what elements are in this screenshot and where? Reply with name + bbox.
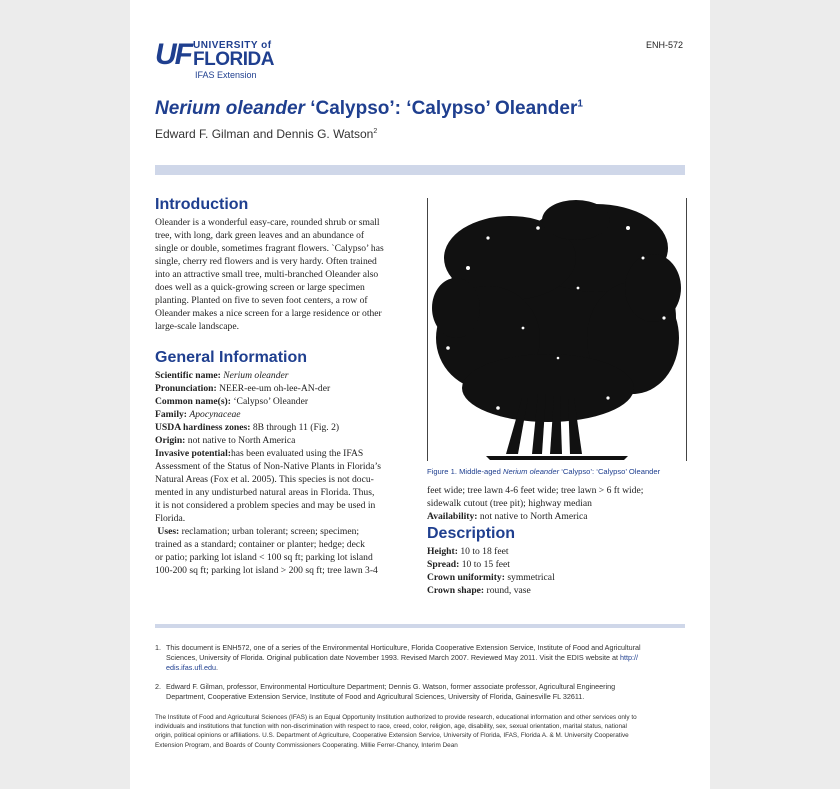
footnote-1-line: This document is ENH572, one of a series of the Environmental Horticulture, Florida Cooperative Extension Service, Institute of Food and Agricultural bbox=[166, 643, 641, 652]
invasive-potential-row: Invasive potential:has been evaluated using the IFAS bbox=[155, 448, 364, 459]
intro-line: single, cherry red flowers and is very hardy. Often trained bbox=[155, 256, 377, 267]
authors-footnote-mark: 2 bbox=[373, 128, 378, 135]
header-divider bbox=[155, 165, 685, 175]
invasive-line: it is not considered a problem species and may be used in bbox=[155, 500, 376, 511]
introduction-paragraph bbox=[155, 216, 417, 333]
height-row: Height: 10 to 18 feet bbox=[427, 546, 509, 557]
footnote-2-line: Department, Cooperative Extension Service, Institute of Food and Agricultural Sciences, University of Florida, Gainesville FL 32611. bbox=[166, 692, 585, 701]
hardiness-zones-row: USDA hardiness zones: 8B through 11 (Fig. 2) bbox=[155, 422, 340, 433]
document-number: ENH-572 bbox=[646, 40, 684, 50]
notice-line: individuals and institutions that function with non-discrimination with respect to race, creed, color, religion, age, disability, sex, sexual orientation, marital status, national bbox=[155, 723, 627, 731]
uses-line: or patio; parking lot island < 100 sq ft; parking lot island bbox=[155, 552, 373, 563]
uses-line: feet wide; tree lawn 4-6 feet wide; tree lawn > 6 ft wide; bbox=[427, 485, 644, 496]
notice-line: Extension Program, and Boards of County Commissioners Cooperating. Millie Ferrer-Chancy, Interim Dean bbox=[155, 741, 458, 749]
crown-uniformity-row: Crown uniformity: symmetrical bbox=[427, 572, 555, 583]
pronunciation-row: Pronunciation: NEER-ee-um oh-lee-AN-der bbox=[155, 383, 331, 394]
intro-line: does well as a quick-growing screen or large specimen bbox=[155, 282, 365, 293]
footnote-1-number: 1. bbox=[155, 643, 161, 652]
uses-line: trained as a standard; container or planter; hedge; deck bbox=[155, 539, 365, 550]
intro-line: Oleander makes a nice screen for a large residence or other bbox=[155, 308, 382, 319]
spread-row: Spread: 10 to 15 feet bbox=[427, 559, 510, 570]
uses-continued bbox=[427, 484, 689, 523]
notice-line: The Institute of Food and Agricultural Sciences (IFAS) is an Equal Opportunity Institution authorized to provide research, educational information and other services only to bbox=[155, 714, 637, 721]
family-row: Family: Apocynaceae bbox=[155, 409, 241, 420]
invasive-line: mented in any undisturbed natural areas in Florida. Thus, bbox=[155, 487, 375, 498]
invasive-line: Natural Areas (Fox et al. 2005). This species is not docu- bbox=[155, 474, 374, 485]
uses-line: sidewalk cutout (tree pit); highway median bbox=[427, 498, 592, 509]
title-scientific-name: Nerium oleander bbox=[155, 98, 305, 119]
title-common-name: ‘Calypso’: ‘Calypso’ Oleander bbox=[304, 98, 578, 119]
footnote-divider bbox=[155, 624, 685, 628]
oleander-tree-illustration bbox=[428, 198, 686, 461]
intro-line: planting. Planted on five to seven foot centers, a row of bbox=[155, 295, 368, 306]
logo-university-of: UNIVERSITY of bbox=[193, 40, 272, 51]
authors-names: Edward F. Gilman and Dennis G. Watson bbox=[155, 127, 374, 141]
general-information-list bbox=[155, 369, 417, 577]
introduction-heading: Introduction bbox=[155, 196, 249, 213]
invasive-line: Assessment of the Status of Non-Native Plants in Florida’s bbox=[155, 461, 381, 472]
common-names-row: Common name(s): ‘Calypso’ Oleander bbox=[155, 396, 309, 407]
authors bbox=[155, 127, 377, 141]
footnote-1-line-2: Sciences, University of Florida. Original publication date November 1993. Revised March 2007. Reviewed May 2011. Visit the EDIS website at http:// bbox=[166, 653, 638, 662]
intro-line: large-scale landscape. bbox=[155, 321, 239, 332]
equal-opportunity-notice bbox=[155, 713, 685, 750]
footnote-2-line: Edward F. Gilman, professor, Environmental Horticulture Department; Dennis G. Watson, former associate professor, Agricultural Engineering bbox=[166, 682, 616, 691]
availability-row: Availability: not native to North America bbox=[427, 511, 588, 522]
intro-line: into an attractive small tree, multi-branched Oleander also bbox=[155, 269, 379, 280]
footnote-2-number: 2. bbox=[155, 682, 161, 691]
figure-1 bbox=[427, 198, 687, 461]
footnote-1 bbox=[155, 643, 685, 673]
description-heading: Description bbox=[427, 525, 516, 542]
scientific-name-row: Scientific name: Nerium oleander bbox=[155, 370, 289, 381]
general-information-heading: General Information bbox=[155, 349, 308, 366]
title-footnote-mark: 1 bbox=[577, 98, 583, 110]
footnote-1-line-3: edis.ifas.ufl.edu. bbox=[166, 663, 218, 672]
crown-shape-row: Crown shape: round, vase bbox=[427, 585, 531, 596]
page-title bbox=[155, 98, 685, 120]
intro-line: Oleander is a wonderful easy-care, rounded shrub or small bbox=[155, 217, 380, 228]
description-list bbox=[427, 545, 689, 597]
logo-uf-monogram: UF bbox=[155, 38, 191, 71]
edis-link[interactable]: http:// bbox=[619, 653, 638, 662]
invasive-line: Florida. bbox=[155, 513, 186, 524]
intro-line: single or double, sometimes fragrant flowers. `Calypso’ has bbox=[155, 243, 384, 254]
edis-link-continued[interactable]: edis.ifas.ufl.edu bbox=[166, 663, 216, 672]
figure-caption: Figure 1. Middle-aged Nerium oleander ‘Calypso’: ‘Calypso’ Oleander bbox=[427, 467, 661, 476]
origin-row: Origin: not native to North America bbox=[155, 435, 296, 446]
logo-florida: FLORIDA bbox=[193, 49, 274, 70]
uses-row: Uses: reclamation; urban tolerant; screen; specimen; bbox=[157, 526, 360, 537]
notice-line: origin, political opinions or affiliations. U.S. Department of Agriculture, Cooperative Extension Service, University of Florida, IFAS, Florida A. & M. University Cooperative bbox=[155, 732, 629, 740]
uses-line: 100-200 sq ft; parking lot island > 200 sq ft; tree lawn 3-4 bbox=[155, 565, 378, 576]
footnote-2 bbox=[155, 682, 685, 702]
intro-line: tree, with long, dark green leaves and an abundance of bbox=[155, 230, 365, 241]
logo-ifas-extension: IFAS Extension bbox=[195, 70, 257, 80]
